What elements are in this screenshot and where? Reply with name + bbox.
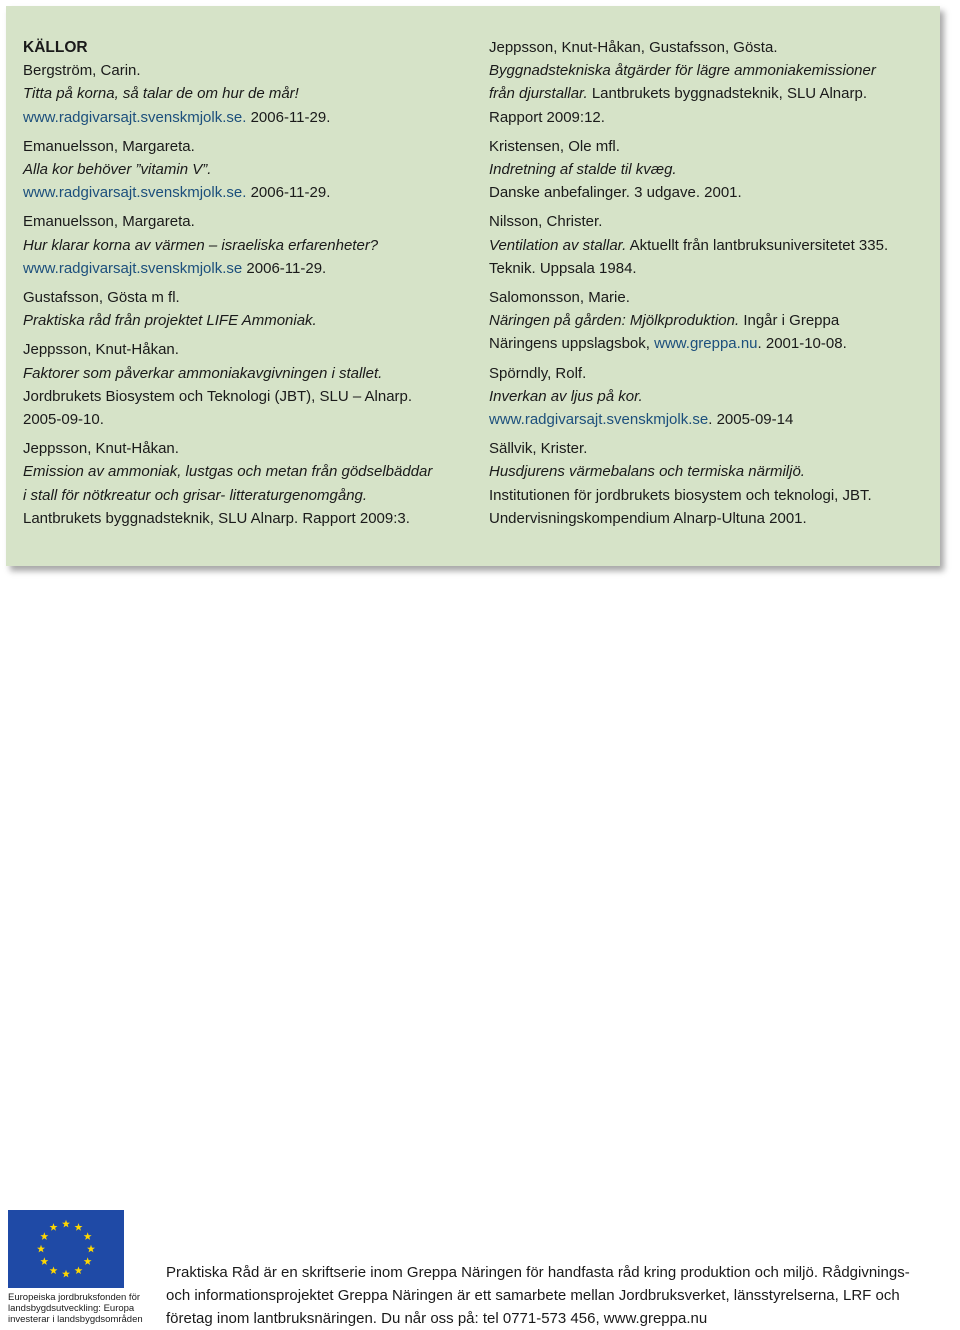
eu-logo (8, 1210, 143, 1325)
reference-publisher-cont: Teknik. Uppsala 1984. (489, 259, 637, 277)
reference-title: Inverkan av ljus på kor. (489, 387, 643, 405)
reference-title: Näringen på gården: Mjölkproduktion. (489, 312, 740, 330)
footer-line: företag inom lantbruksnäringen. Du når oss på: tel 0771-573 456, www.greppa.nu (166, 1310, 708, 1327)
reference-date: . 2001-10-08. (757, 335, 847, 353)
reference-title-line (489, 82, 929, 105)
reference-publisher: Lantbrukets byggnadsteknik, SLU Alnarp. (587, 85, 867, 103)
reference-item (23, 135, 473, 205)
reference-author: Kristensen, Ole mfl. (489, 137, 620, 155)
reference-item (23, 338, 473, 431)
eu-flag-icon (8, 1210, 124, 1288)
reference-title: Emission av ammoniak, lustgas och metan från gödselbäddar (23, 463, 433, 481)
sources-left-column (23, 36, 473, 536)
reference-url[interactable]: www.greppa.nu (654, 335, 758, 353)
reference-url-line (23, 257, 473, 280)
reference-url-line (489, 408, 929, 431)
reference-publisher-cont: Undervisningskompendium Alnarp-Ultuna 2001. (489, 509, 807, 527)
reference-url-line (23, 181, 473, 204)
reference-title-cont: från djurstallar. (489, 85, 588, 103)
eu-caption-line: investerar i landsbygdsområden (8, 1314, 143, 1325)
reference-author: Gustafsson, Gösta m fl. (23, 289, 180, 307)
reference-author: Sällvik, Krister. (489, 440, 588, 458)
reference-author: Emanuelsson, Margareta. (23, 213, 195, 231)
reference-item (489, 210, 929, 280)
reference-author: Salomonsson, Marie. (489, 289, 630, 307)
reference-item (489, 362, 929, 432)
reference-item (489, 36, 929, 129)
reference-date: . 2005-09-14 (708, 411, 794, 429)
reference-title: Alla kor behöver ”vitamin V”. (23, 161, 212, 179)
reference-item (489, 135, 929, 205)
reference-author: Emanuelsson, Margareta. (23, 137, 195, 155)
reference-title-cont: i stall för nötkreatur och grisar- litteraturgenomgång. (23, 486, 368, 504)
reference-publisher: Danske anbefalinger. 3 udgave. 2001. (489, 184, 742, 202)
eu-caption (8, 1292, 143, 1325)
reference-publisher: Jordbrukets Biosystem och Teknologi (JBT), SLU – Alnarp. (23, 387, 413, 405)
reference-title-line (489, 309, 929, 332)
reference-url[interactable]: www.radgivarsajt.svenskmjolk.se. (23, 184, 247, 202)
reference-date: 2006-11-29. (246, 184, 331, 202)
reference-date: 2006-11-29. (246, 108, 331, 126)
reference-title: Indretning af stalde til kvæg. (489, 161, 677, 179)
reference-title: Titta på korna, så talar de om hur de mår! (23, 85, 299, 103)
reference-item (23, 59, 473, 129)
reference-publisher: Institutionen för jordbrukets biosystem och teknologi, JBT. (489, 486, 872, 504)
reference-publisher-line (489, 332, 929, 355)
reference-author: Nilsson, Christer. (489, 213, 603, 231)
reference-title: Faktorer som påverkar ammoniakavgivningen i stallet. (23, 364, 383, 382)
reference-author: Jeppsson, Knut-Håkan. (23, 440, 179, 458)
reference-publisher: Aktuellt från lantbruksuniversitetet 335. (626, 236, 889, 254)
reference-url[interactable]: www.radgivarsajt.svenskmjolk.se (489, 411, 709, 429)
footer-text (166, 1261, 946, 1330)
reference-item (23, 210, 473, 280)
reference-date: 2005-09-10. (23, 411, 104, 429)
reference-title: Ventilation av stallar. (489, 236, 627, 254)
reference-title: Husdjurens värmebalans och termiska närmiljö. (489, 463, 805, 481)
footer-line: och informationsprojektet Greppa Näringen är ett samarbete mellan Jordbruksverket, länsstyrelserna, LRF och (166, 1287, 900, 1304)
reference-item (23, 286, 473, 332)
reference-publisher: Ingår i Greppa (739, 312, 840, 330)
sources-right-column (489, 36, 929, 536)
reference-author: Jeppsson, Knut-Håkan, Gustafsson, Gösta. (489, 39, 778, 56)
reference-author: Spörndly, Rolf. (489, 364, 587, 382)
reference-publisher-cont: Näringens uppslagsbok, (489, 335, 655, 353)
reference-author: Bergström, Carin. (23, 62, 141, 80)
reference-url[interactable]: www.radgivarsajt.svenskmjolk.se (23, 259, 243, 277)
reference-title: Hur klarar korna av värmen – israeliska erfarenheter? (23, 236, 379, 254)
sources-box (6, 6, 940, 566)
reference-item (489, 286, 929, 356)
reference-item (489, 437, 929, 530)
reference-url[interactable]: www.radgivarsajt.svenskmjolk.se. (23, 108, 247, 126)
footer-line: Praktiska Råd är en skriftserie inom Greppa Näringen för handfasta råd kring produktion och miljö. Rådgivnings- (166, 1264, 910, 1281)
reference-url-line (23, 106, 473, 129)
reference-title: Byggnadstekniska åtgärder för lägre ammoniakemissioner (489, 62, 876, 80)
reference-title: Praktiska råd från projektet LIFE Ammoniak. (23, 312, 317, 330)
reference-item (23, 437, 473, 530)
reference-publisher: Lantbrukets byggnadsteknik, SLU Alnarp. Rapport 2009:3. (23, 509, 410, 527)
eu-caption-line: Europeiska jordbruksfonden för (8, 1292, 141, 1303)
eu-caption-line: landsbygdsutveckling: Europa (8, 1303, 135, 1314)
reference-date: 2006-11-29. (242, 259, 327, 277)
sources-heading: KÄLLOR (23, 39, 88, 56)
reference-title-line (489, 234, 929, 257)
reference-report: Rapport 2009:12. (489, 108, 605, 126)
reference-author: Jeppsson, Knut-Håkan. (23, 341, 179, 359)
